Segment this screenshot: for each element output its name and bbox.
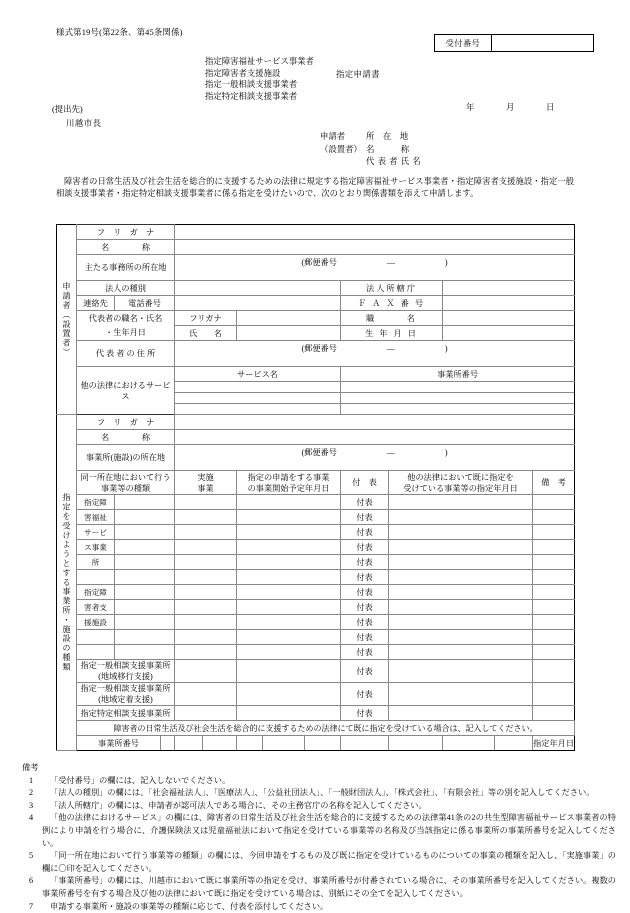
remark-item bbox=[20, 775, 616, 788]
g1-r5-attachment: 付表 bbox=[341, 555, 389, 570]
other-law-service-row-3[interactable] bbox=[175, 404, 340, 414]
digit-cell-2[interactable] bbox=[175, 736, 203, 751]
header-office-number: 事業所番号 bbox=[341, 367, 575, 382]
page-title: 指定申請書 bbox=[336, 70, 380, 79]
g1-r1-startdate[interactable] bbox=[237, 495, 341, 510]
field-phone[interactable] bbox=[175, 296, 341, 311]
group1-label-char-4: ス事業 bbox=[77, 540, 115, 555]
date-day: 日 bbox=[546, 103, 555, 112]
rep-postal-dash: — bbox=[386, 344, 396, 353]
single-row-label-3: 指定特定相談支援事業所 bbox=[77, 706, 175, 721]
other-law-service-row-1[interactable] bbox=[175, 382, 340, 393]
g2-r4-startdate[interactable] bbox=[237, 630, 341, 645]
g2-r1-type[interactable] bbox=[115, 585, 175, 600]
installer-label: （設置者） bbox=[320, 144, 362, 154]
s3-startdate[interactable] bbox=[237, 706, 341, 721]
g2-r3-startdate[interactable] bbox=[237, 615, 341, 630]
digit-cell-3[interactable] bbox=[203, 736, 237, 751]
group2-label-char-1: 指定障 bbox=[77, 585, 115, 600]
g2-r3-existing[interactable] bbox=[389, 615, 533, 630]
table-row bbox=[57, 706, 575, 721]
g2-r2-existing[interactable] bbox=[389, 600, 533, 615]
remarks-title: 備考 bbox=[22, 763, 39, 772]
other-law-number-row-1[interactable] bbox=[341, 382, 574, 393]
s2-existing[interactable] bbox=[389, 683, 533, 706]
table-row-name bbox=[57, 240, 575, 255]
header-existing-designation: 他の法律において既に指定を 受けている事業等の指定年月日 bbox=[389, 471, 533, 495]
form-number: 様式第19号(第22条、第45条関係) bbox=[56, 28, 183, 37]
s2-remarks[interactable] bbox=[533, 683, 575, 706]
remark-number: 6 bbox=[28, 876, 34, 886]
group1-label-char-1: 指定障 bbox=[77, 495, 115, 510]
table-row bbox=[57, 585, 575, 600]
applicant-label: 申請者 bbox=[320, 132, 346, 141]
remark-text: 申請する事業所・施設の事業等の種類に応じて、付表を添付してください。 bbox=[50, 901, 329, 911]
label-furigana: フ リ ガ ナ bbox=[77, 225, 175, 240]
s1-remarks[interactable] bbox=[533, 660, 575, 683]
g2-r3-type[interactable] bbox=[115, 615, 175, 630]
table-row-rep-address bbox=[57, 341, 575, 367]
rep-postal-prefix: (郵便番号 bbox=[301, 344, 337, 353]
g1-r2-attachment: 付表 bbox=[341, 510, 389, 525]
g1-r4-attachment: 付表 bbox=[341, 540, 389, 555]
applicant-type-4: 指定特定相談支援事業者 bbox=[205, 91, 298, 101]
field-furigana[interactable] bbox=[175, 225, 575, 240]
g2-r2-startdate[interactable] bbox=[237, 600, 341, 615]
table-row-furigana bbox=[57, 225, 575, 240]
g1-r2-startdate[interactable] bbox=[237, 510, 341, 525]
group1-label-char-2: 害福祉 bbox=[77, 510, 115, 525]
submit-to-label: (提出先) bbox=[52, 105, 83, 114]
label-contact: 連絡先 bbox=[77, 296, 115, 311]
s1-existing[interactable] bbox=[389, 660, 533, 683]
s3-attachment: 付表 bbox=[341, 706, 389, 721]
table-row bbox=[57, 660, 575, 683]
group2-label-char-3: 援施設 bbox=[77, 615, 115, 630]
remarks-section bbox=[20, 762, 616, 913]
submit-to-value: 川越市長 bbox=[66, 119, 102, 128]
g1-r1-implement[interactable] bbox=[175, 495, 237, 510]
header-business-type: 同一所在地において行う 事業等の種類 bbox=[77, 471, 175, 495]
designation-vertical-label: 指定を受けようとする事業所・施設の種類 bbox=[57, 415, 77, 751]
g1-r2-type[interactable] bbox=[115, 510, 175, 525]
g2-r2-remarks[interactable] bbox=[533, 600, 575, 615]
applicant-type-2: 指定障害者支援施設 bbox=[205, 68, 281, 78]
g2-r1-startdate[interactable] bbox=[237, 585, 341, 600]
field-office-address[interactable] bbox=[175, 445, 575, 471]
table-row bbox=[57, 555, 575, 570]
g1-r6-attachment: 付表 bbox=[341, 570, 389, 585]
header-implement: 実施 事業 bbox=[175, 471, 237, 495]
label-rep-address: 代 表 者 の 住 所 bbox=[77, 341, 175, 367]
table-row-other-law-header bbox=[57, 367, 575, 382]
group2-label-pad-2 bbox=[77, 645, 115, 660]
table-row bbox=[57, 615, 575, 630]
table-row-rep-name bbox=[57, 326, 575, 341]
label-corp-authority: 法人所轄庁 bbox=[341, 281, 443, 296]
single-row-label-1: 指定一般相談支援事業所 (地域移行支援) bbox=[77, 660, 175, 683]
field-rep-name[interactable] bbox=[237, 326, 341, 341]
postal-prefix: (郵便番号 bbox=[301, 258, 337, 267]
g1-r2-existing[interactable] bbox=[389, 510, 533, 525]
g1-r1-attachment: 付表 bbox=[341, 495, 389, 510]
header-service-name: サービス名 bbox=[175, 367, 341, 382]
remark-text: 「事業所番号」の欄には、川越市において既に事業所等の指定を受け、事業所番号が付番されている場合に、その事業所番号を記入してください。複数の事業所番号を有する場合及び他の法律において既に指定を受けている場合は、別紙にその全てを記入してください。 bbox=[42, 876, 616, 898]
remark-text: 「法人の種別」の欄には、「社会福祉法人」、「医療法人」、「公益社団法人」、「一般財団法人」、「株式会社」、「有限会社」等の別を記入してください。 bbox=[50, 788, 595, 798]
digit-cell-1[interactable] bbox=[161, 736, 175, 751]
postal-suffix: ) bbox=[444, 258, 448, 267]
g1-r6-remarks[interactable] bbox=[533, 570, 575, 585]
remark-number: 3 bbox=[28, 800, 34, 810]
digit-cell-9[interactable] bbox=[443, 736, 495, 751]
existing-designation-notice: 障害者の日常生活及び社会生活を総合的に支援するための法律にて既に指定を受けている場合は、記入してください。 bbox=[77, 721, 575, 736]
field-name[interactable] bbox=[175, 240, 575, 255]
applicant-vertical-label: 申請者（設置者） bbox=[57, 225, 77, 415]
g1-r5-remarks[interactable] bbox=[533, 555, 575, 570]
g2-r1-existing[interactable] bbox=[389, 585, 533, 600]
g2-r5-startdate[interactable] bbox=[237, 645, 341, 660]
field-designation-furigana[interactable] bbox=[175, 415, 575, 430]
field-designation-name[interactable] bbox=[175, 430, 575, 445]
g1-r6-implement[interactable] bbox=[175, 570, 237, 585]
g2-r1-implement[interactable] bbox=[175, 585, 237, 600]
s3-remarks[interactable] bbox=[533, 706, 575, 721]
applicant-signature-block bbox=[320, 131, 424, 169]
remark-number: 4 bbox=[28, 813, 34, 823]
office-postal-dash: — bbox=[386, 448, 396, 457]
table-row bbox=[57, 630, 575, 645]
applicant-address-label: 所 在 地 bbox=[366, 132, 412, 141]
label-rep-birth-line: ・生年月日 bbox=[77, 326, 175, 341]
date-line bbox=[466, 101, 554, 113]
table-row bbox=[57, 510, 575, 525]
label-rep-name: 氏 名 bbox=[175, 326, 237, 341]
applicant-name-label: 名 称 bbox=[366, 144, 413, 154]
g2-r5-attachment: 付表 bbox=[341, 645, 389, 660]
group1-label-pad bbox=[77, 570, 115, 585]
table-row-office-address bbox=[57, 445, 575, 471]
g1-r3-attachment: 付表 bbox=[341, 525, 389, 540]
label-rep-furigana: フリガナ bbox=[175, 311, 237, 326]
label-phone: 電話番号 bbox=[115, 296, 175, 311]
applicant-blank-label bbox=[320, 156, 366, 169]
digit-cell-6[interactable] bbox=[305, 736, 341, 751]
remark-item bbox=[20, 812, 616, 850]
g2-r1-attachment: 付表 bbox=[341, 585, 389, 600]
remark-number: 1 bbox=[28, 775, 34, 785]
intro-paragraph: 障害者の日常生活及び社会生活を総合的に支援するための法律に規定する指定障害福祉サービス事業者・指定障害者支援施設・指定一般相談支援事業者・指定特定相談支援事業者に係る指定を受けたいので、次のとおり関係書類を添えて申請します。 bbox=[56, 177, 574, 199]
remark-item bbox=[20, 901, 616, 913]
receipt-number-box bbox=[434, 34, 594, 52]
g2-r3-remarks[interactable] bbox=[533, 615, 575, 630]
table-row-designation-name bbox=[57, 430, 575, 445]
remark-item bbox=[20, 800, 616, 813]
label-main-office-address: 主たる事務所の所在地 bbox=[77, 255, 175, 281]
applicant-type-list bbox=[205, 56, 314, 102]
label-existing-office-number: 事業所番号 bbox=[77, 736, 161, 751]
label-fax: Ｆ Ａ Ｘ 番 号 bbox=[341, 296, 443, 311]
group2-label-pad-1 bbox=[77, 630, 115, 645]
g1-r5-startdate[interactable] bbox=[237, 555, 341, 570]
remark-item bbox=[20, 875, 616, 900]
g2-r5-implement[interactable] bbox=[175, 645, 237, 660]
applicant-type-3: 指定一般相談支援事業者 bbox=[205, 80, 298, 90]
s1-attachment: 付表 bbox=[341, 660, 389, 683]
g2-r4-type[interactable] bbox=[115, 630, 175, 645]
g1-r3-startdate[interactable] bbox=[237, 525, 341, 540]
applicant-name-row bbox=[320, 144, 424, 157]
digit-cell-7[interactable] bbox=[341, 736, 389, 751]
g2-r3-attachment: 付表 bbox=[341, 615, 389, 630]
digit-cell-5[interactable] bbox=[263, 736, 305, 751]
field-rep-post[interactable] bbox=[443, 311, 575, 326]
g1-r5-implement[interactable] bbox=[175, 555, 237, 570]
table-row-column-headers bbox=[57, 471, 575, 495]
g1-r5-type[interactable] bbox=[115, 555, 175, 570]
applicant-rep-row bbox=[320, 156, 424, 169]
field-main-office-address[interactable] bbox=[175, 255, 575, 281]
g2-r5-remarks[interactable] bbox=[533, 645, 575, 660]
table-row bbox=[57, 540, 575, 555]
header-remarks: 備 考 bbox=[533, 471, 575, 495]
label-corp-type: 法人の種別 bbox=[77, 281, 175, 296]
table-row bbox=[57, 570, 575, 585]
g2-r4-remarks[interactable] bbox=[533, 630, 575, 645]
date-year: 年 bbox=[466, 103, 475, 112]
g1-r4-existing[interactable] bbox=[389, 540, 533, 555]
table-row-existing-number bbox=[57, 736, 575, 751]
office-postal-suffix: ) bbox=[444, 448, 448, 457]
field-fax[interactable] bbox=[443, 296, 575, 311]
applicant-address-row bbox=[320, 131, 424, 144]
digit-cell-10[interactable] bbox=[495, 736, 533, 751]
table-row bbox=[57, 525, 575, 540]
other-law-number-row-3[interactable] bbox=[341, 404, 574, 414]
other-law-number-cells bbox=[341, 382, 575, 415]
table-row-main-office-address bbox=[57, 255, 575, 281]
g1-r4-startdate[interactable] bbox=[237, 540, 341, 555]
g2-r5-type[interactable] bbox=[115, 645, 175, 660]
field-rep-furigana[interactable] bbox=[237, 311, 341, 326]
remark-number: 7 bbox=[28, 901, 34, 911]
g1-r5-existing[interactable] bbox=[389, 555, 533, 570]
g2-r3-implement[interactable] bbox=[175, 615, 237, 630]
g2-r2-implement[interactable] bbox=[175, 600, 237, 615]
remark-number: 5 bbox=[28, 851, 34, 861]
s2-implement[interactable] bbox=[175, 683, 237, 706]
label-designation-furigana: フ リ ガ ナ bbox=[77, 415, 175, 430]
remark-item bbox=[20, 850, 616, 875]
g1-r3-implement[interactable] bbox=[175, 525, 237, 540]
g1-r1-remarks[interactable] bbox=[533, 495, 575, 510]
field-corp-authority[interactable] bbox=[443, 281, 575, 296]
s1-startdate[interactable] bbox=[237, 660, 341, 683]
receipt-number-field[interactable] bbox=[492, 35, 593, 51]
g2-r2-type[interactable] bbox=[115, 600, 175, 615]
s3-existing[interactable] bbox=[389, 706, 533, 721]
table-row bbox=[57, 600, 575, 615]
s2-attachment: 付表 bbox=[341, 683, 389, 706]
g1-r1-existing[interactable] bbox=[389, 495, 533, 510]
other-law-service-cells bbox=[175, 382, 341, 415]
table-row-existing-notice bbox=[57, 721, 575, 736]
application-table bbox=[56, 224, 575, 751]
g1-r6-type[interactable] bbox=[115, 570, 175, 585]
label-other-law-service: 他の法律におけるサービス bbox=[77, 367, 175, 415]
single-row-label-2: 指定一般相談支援事業所 (地域定着支援) bbox=[77, 683, 175, 706]
remark-text: 「法人所轄庁」の欄には、申請者が認可法人である場合に、その主務官庁の名称を記入してください。 bbox=[50, 800, 427, 810]
table-row bbox=[57, 683, 575, 706]
other-law-number-row-2[interactable] bbox=[341, 393, 574, 404]
g1-r4-implement[interactable] bbox=[175, 540, 237, 555]
table-row bbox=[57, 645, 575, 660]
s1-implement[interactable] bbox=[175, 660, 237, 683]
g2-r4-implement[interactable] bbox=[175, 630, 237, 645]
date-month: 月 bbox=[506, 103, 515, 112]
field-corp-type[interactable] bbox=[175, 281, 341, 296]
g1-r4-type[interactable] bbox=[115, 540, 175, 555]
g1-r1-type[interactable] bbox=[115, 495, 175, 510]
s2-startdate[interactable] bbox=[237, 683, 341, 706]
label-name: 名 称 bbox=[77, 240, 175, 255]
label-designation-name: 名 称 bbox=[77, 430, 175, 445]
postal-dash: — bbox=[386, 258, 396, 267]
field-rep-birth[interactable] bbox=[443, 326, 575, 341]
label-office-address: 事業所(施設)の所在地 bbox=[77, 445, 175, 471]
group2-label-char-2: 害者支 bbox=[77, 600, 115, 615]
receipt-number-label: 受付番号 bbox=[435, 35, 492, 51]
remark-text: 「同一所在地において行う事業等の種類」の欄には、今回申請をするもの及び既に指定を受けているものについての事業の種類を記入し、「実施事業」の欄に〇印を記入してください。 bbox=[42, 851, 616, 873]
other-law-service-row-2[interactable] bbox=[175, 393, 340, 404]
table-row bbox=[57, 495, 575, 510]
remark-number: 2 bbox=[28, 788, 34, 798]
g2-r5-existing[interactable] bbox=[389, 645, 533, 660]
g1-r4-remarks[interactable] bbox=[533, 540, 575, 555]
label-rep-post: 職 名 bbox=[341, 311, 443, 326]
field-rep-address[interactable] bbox=[175, 341, 575, 367]
table-row-corp-type bbox=[57, 281, 575, 296]
label-rep-birth: 生 年 月 日 bbox=[341, 326, 443, 341]
g1-r3-type[interactable] bbox=[115, 525, 175, 540]
table-row-designation-furigana bbox=[57, 415, 575, 430]
g2-r1-remarks[interactable] bbox=[533, 585, 575, 600]
group1-label-char-5: 所 bbox=[77, 555, 115, 570]
remark-text: 「他の法律におけるサービス」の欄には、障害者の日常生活及び社会生活を総合的に支援するための法律第41条の2の共生型障害福祉サービス事業者の特例により申請を行う場合に、介護保険法又は児童福祉法において指定を受けている事業等の名称及び当該指定に係る事業所の事業所番号を記入してください。 bbox=[42, 813, 616, 848]
g2-r4-attachment: 付表 bbox=[341, 630, 389, 645]
g2-r2-attachment: 付表 bbox=[341, 600, 389, 615]
office-postal-prefix: (郵便番号 bbox=[301, 448, 337, 457]
s3-implement[interactable] bbox=[175, 706, 237, 721]
g1-r6-existing[interactable] bbox=[389, 570, 533, 585]
g1-r6-startdate[interactable] bbox=[237, 570, 341, 585]
header-start-date: 指定の申請をする事業 の事業開始予定年月日 bbox=[237, 471, 341, 495]
g1-r2-implement[interactable] bbox=[175, 510, 237, 525]
g2-r4-existing[interactable] bbox=[389, 630, 533, 645]
g1-r3-remarks[interactable] bbox=[533, 525, 575, 540]
header-attachment: 付 表 bbox=[341, 471, 389, 495]
g1-r3-existing[interactable] bbox=[389, 525, 533, 540]
label-designation-date: 指定年月日 bbox=[533, 736, 575, 751]
rep-postal-suffix: ) bbox=[444, 344, 448, 353]
digit-cell-8[interactable] bbox=[389, 736, 443, 751]
remark-item bbox=[20, 787, 616, 800]
g1-r2-remarks[interactable] bbox=[533, 510, 575, 525]
digit-cell-4[interactable] bbox=[237, 736, 263, 751]
representative-name-label: 代表者氏名 bbox=[366, 157, 424, 167]
label-rep-title-name: 代表者の職名・氏名 bbox=[77, 311, 175, 326]
applicant-type-1: 指定障害福祉サービス事業者 bbox=[205, 57, 314, 66]
remark-text: 「受付番号」の欄には、記入しないでください。 bbox=[50, 775, 231, 785]
table-row-rep-title bbox=[57, 311, 575, 326]
group1-label-char-3: サービ bbox=[77, 525, 115, 540]
table-row-phone bbox=[57, 296, 575, 311]
